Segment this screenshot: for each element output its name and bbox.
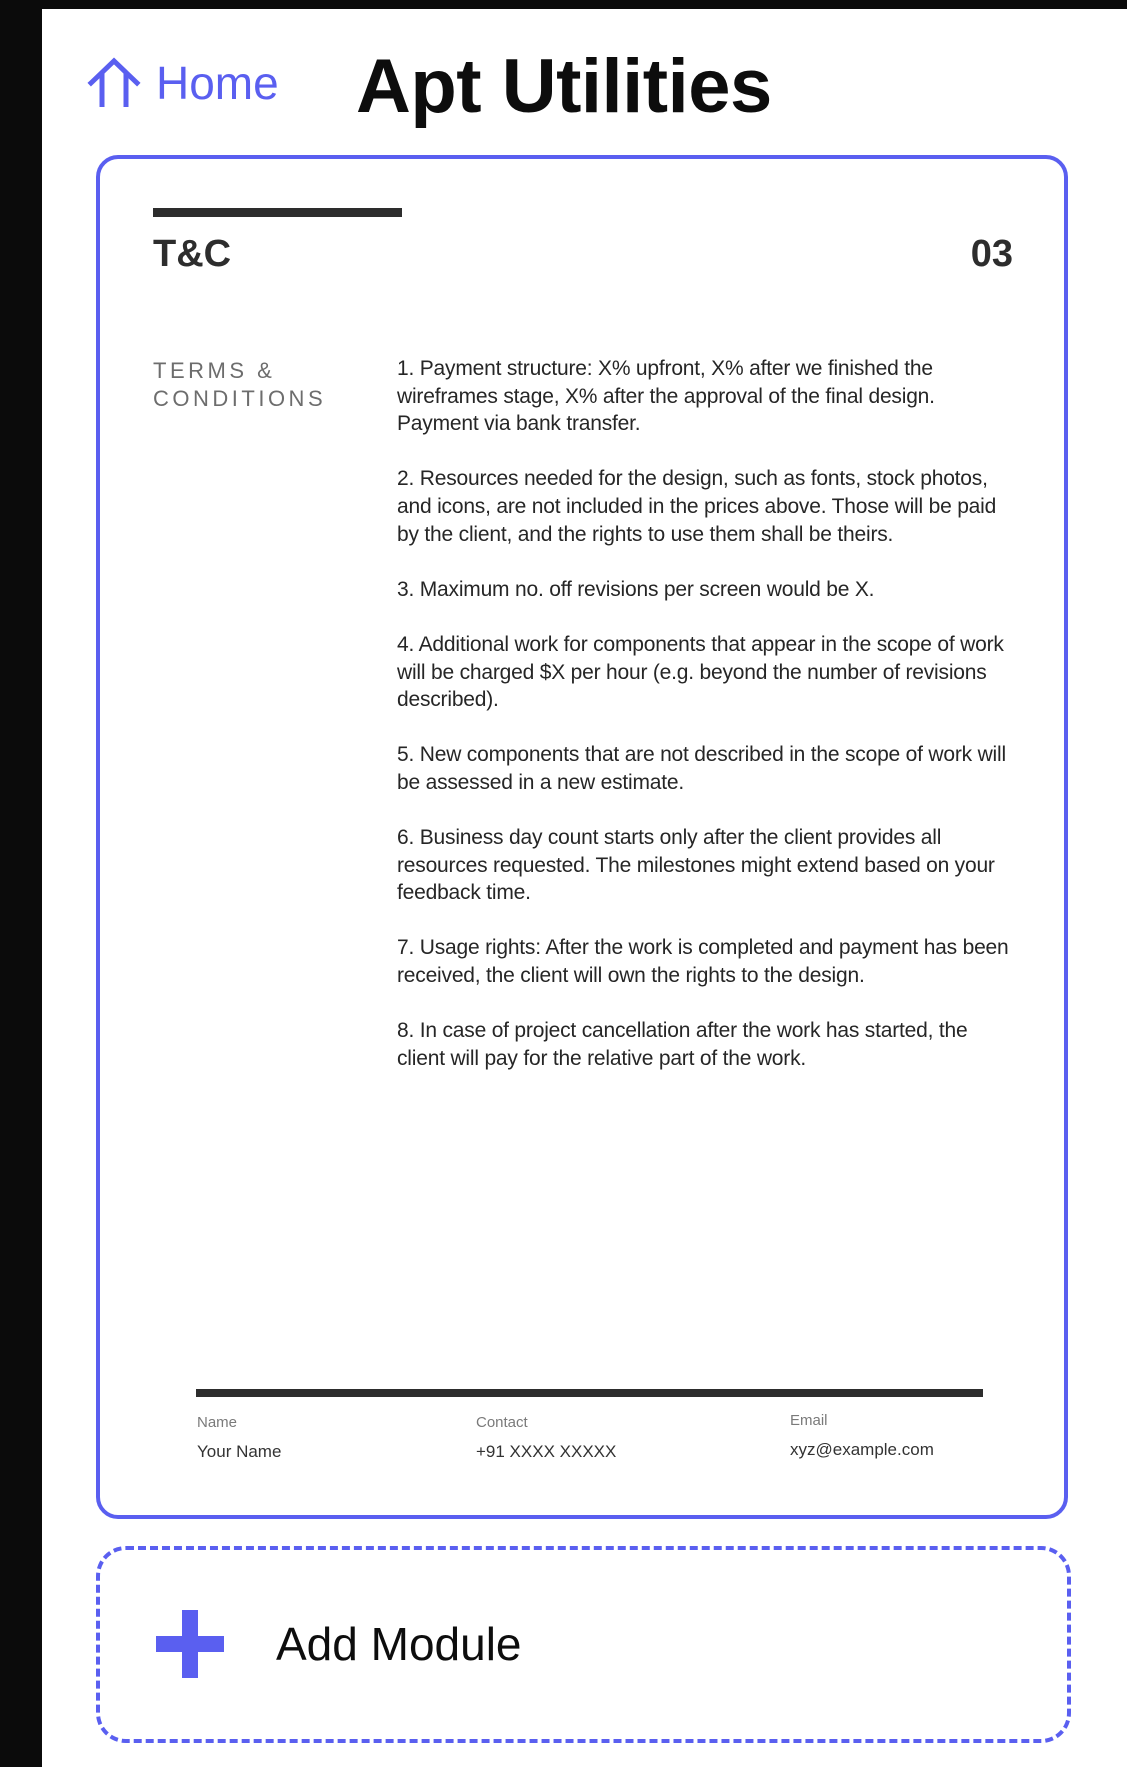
tc-module-card[interactable] [96, 155, 1068, 1519]
page [42, 9, 1127, 1767]
side-label [153, 357, 353, 413]
footer-name [197, 1413, 281, 1463]
side-label-line-2: CONDITIONS [153, 386, 327, 411]
term-item: 6. Business day count starts only after the client provides all resources requested. The milestones might extend based on your feedback time. [397, 826, 995, 905]
footer-contact [476, 1413, 616, 1463]
name-label: Name [197, 1414, 238, 1431]
title-rule [153, 208, 402, 217]
section-title: T&C [153, 233, 232, 275]
email-value: xyz@example.com [790, 1440, 934, 1459]
plus-icon [156, 1610, 224, 1678]
term-item: 8. In case of project cancellation after the work has started, the client will pay for the relative part of the work. [397, 1019, 968, 1070]
side-label-line-1: TERMS & [153, 358, 276, 383]
name-value: Your Name [197, 1442, 282, 1461]
term-item: 3. Maximum no. off revisions per screen would be X. [397, 577, 875, 601]
contact-label: Contact [476, 1414, 528, 1431]
page-title: Apt Utilities [356, 44, 772, 129]
home-label: Home [156, 57, 279, 109]
term-item: 4. Additional work for components that appear in the scope of work will be charged $X per hour (e.g. beyond the number of revisions described). [397, 632, 1004, 712]
contact-value: +91 XXXX XXXXX [476, 1442, 617, 1461]
section-number: 03 [970, 233, 1013, 275]
email-label: Email [790, 1412, 828, 1429]
term-item: 5. New components that are not described in the scope of work will be assessed in a new estimate. [397, 743, 1006, 794]
term-item: 1. Payment structure: X% upfront, X% after we finished the wireframes stage, X% after the approval of the final design. Payment via bank transfer. [397, 357, 935, 436]
term-item: 2. Resources needed for the design, such as fonts, stock photos, and icons, are not included in the prices above. Those will be paid by the client, and the rights to use them shall be theirs. [397, 467, 997, 546]
term-item: 7. Usage rights: After the work is completed and payment has been received, the client will own the rights to the design. [397, 936, 1009, 988]
home-icon [86, 57, 142, 109]
home-link[interactable] [86, 53, 279, 113]
add-module-label: Add Module [276, 1618, 522, 1670]
footer-email [790, 1411, 934, 1461]
terms-list [397, 355, 1019, 1100]
footer-rule [196, 1389, 983, 1397]
add-module-button[interactable] [96, 1546, 1071, 1743]
